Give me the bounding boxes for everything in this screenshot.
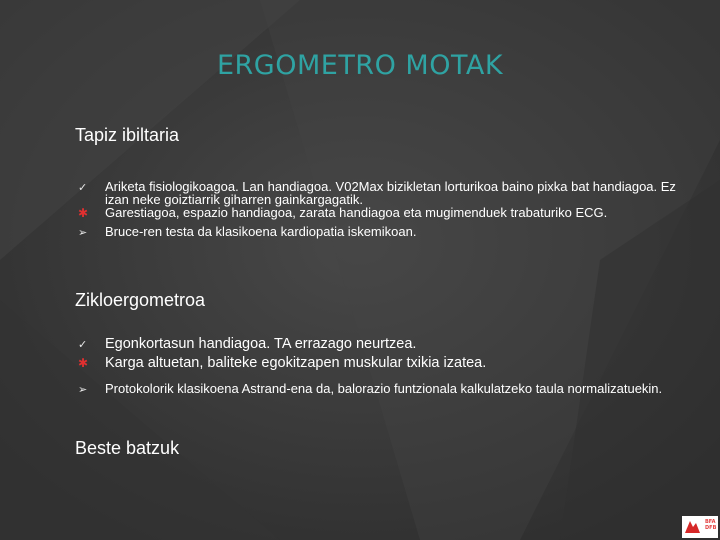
bullet-list-tapiz: [78, 180, 678, 240]
section-heading-ziklo: Zikloergometroa: [75, 290, 206, 310]
list-item-text: Garestiagoa, espazio handiagoa, zarata handiagoa eta mugimenduek trabaturiko ECG.: [105, 205, 608, 220]
list-item: [78, 206, 678, 221]
list-item-text: Karga altuetan, baliteke egokitzapen muskular txikia izatea.: [105, 355, 487, 371]
slide-title: ERGOMETRO MOTAK: [216, 50, 504, 81]
arrow-icon: ➢: [78, 226, 88, 239]
section-heading-tapiz: Tapiz ibiltaria: [75, 125, 180, 145]
logo-text: BFA DFB: [705, 519, 717, 531]
check-icon: ✓: [78, 338, 88, 351]
list-item: [78, 382, 678, 397]
list-item-text: Protokolorik klasikoena Astrand-ena da, balorazio funtzionala kalkulatzeko taula normalizatuekin.: [105, 381, 663, 396]
list-item: [78, 180, 678, 206]
bullet-list-ziklo: [78, 335, 678, 397]
list-item: [78, 354, 678, 373]
cross-icon: ✱: [78, 356, 89, 370]
list-item: [78, 225, 678, 240]
list-item-text: Ariketa fisiologikoagoa. Lan handiagoa. V02Max bizikletan lorturikoa baino pixka bat handiagoa. Ez izan neke goiztiarrik giharren gainkargagatik.: [105, 179, 676, 207]
list-item: [78, 335, 678, 354]
cross-icon: ✱: [78, 206, 89, 220]
list-item-text: Egonkortasun handiagoa. TA errazago neurtzea.: [105, 336, 417, 352]
list-item-text: Bruce-ren testa da klasikoena kardiopatia iskemikoan.: [105, 224, 417, 239]
check-icon: ✓: [78, 181, 88, 194]
section-heading-beste: Beste batzuk: [75, 438, 180, 458]
arrow-icon: ➢: [78, 383, 88, 396]
